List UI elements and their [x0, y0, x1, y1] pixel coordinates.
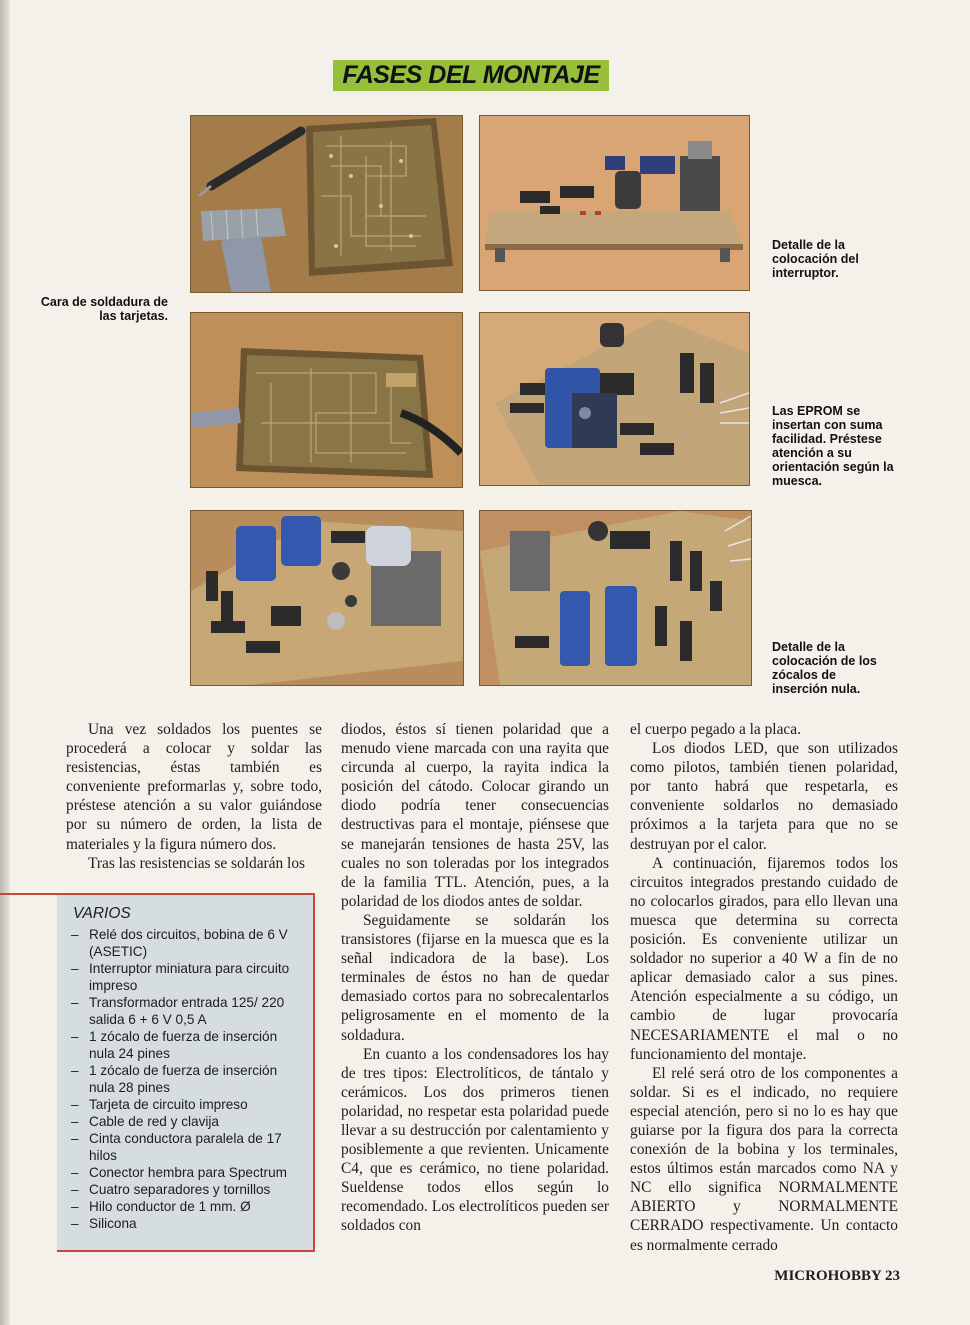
materials-list-item: – Cuatro separadores y tornillos — [71, 1181, 303, 1198]
photo-transformer-terminals — [190, 510, 464, 686]
article-paragraph: El relé será otro de los componentes a soldar. Si es el indicado, no requiere especial atención, pero si no lo es hay que guiarse por la figura dos para la correcta conexión de la bobina y los terminales, estos últimos están marcados como NA y NC ello significa NORMALMENTE ABIERTO y NORMALMENTE CERRADO respectivamente. Un contacto es normalmente cerrado — [630, 1064, 898, 1254]
materials-list-item: – Interruptor miniatura para circuito impreso — [71, 960, 303, 994]
photo-solder-side-with-iron-image — [191, 116, 462, 292]
photo-eprom-insertion-image — [480, 313, 749, 485]
photo-solder-side-board — [190, 312, 463, 488]
materials-list-item: – 1 zócalo de fuerza de inserción nula 24 pines — [71, 1028, 303, 1062]
photo-eprom-insertion — [479, 312, 750, 486]
article-paragraph: A continuación, fijaremos todos los circuitos integrados prestando cuidado de no colocarlos girados, para ello llevan una muesca que determina su correcta posición. Es conveniente utilizar un soldador no superior a 40 W a fin de no aplicar demasiado calor a sus pines. Atención especialmente a su código, un cambio de lugar provocaría NECESARIAMENTE el mal o no funcionamiento del montaje. — [630, 854, 898, 1063]
article-column-1 — [66, 720, 322, 873]
materials-list — [71, 926, 303, 1232]
article-paragraph: el cuerpo pegado a la placa. — [630, 721, 801, 738]
photo-transformer-terminals-image — [191, 511, 463, 685]
materials-list-item: – Transformador entrada 125/ 220 salida 6 + 6 V 0,5 A — [71, 994, 303, 1028]
materials-list-item: – Hilo conductor de 1 mm. Ø — [71, 1198, 303, 1215]
page-spine — [0, 0, 10, 1325]
page-number: 23 — [885, 1268, 900, 1284]
article-column-3 — [630, 720, 898, 1255]
article-column-2 — [341, 720, 609, 1236]
caption-switch: Detalle de la colocación del interruptor. — [772, 238, 859, 280]
article-paragraph: diodos, éstos sí tienen polaridad que a menudo viene marcada con una rayita que circunda al cuerpo, la rayita indica la posición del cátodo. Colocar girando un diodo podría tener consecuencias destructivas para el montaje, piénsese que se manejarán tensiones de hasta 25V, las cuales no son toleradas por los integrados de la familia TTL. Atención, pues, a la polaridad de los diodos antes de soldar. — [341, 721, 609, 910]
article-paragraph: En cuanto a los condensadores los hay de tres tipos: Electrolíticos, de tántalo y cerámicos. Los dos primeros tienen polaridad, no respetar esta polaridad puede llevar a su destrucción por calentamiento y posiblemente a que revienten. Unicamente C4, que es cerámico, no tiene polaridad. Sueldense todos ellos según lo recomendado. Los electrolíticos pueden ser soldados con — [341, 1045, 609, 1235]
materials-box — [57, 893, 315, 1252]
caption-zif-sockets: Detalle de la colocación de los zócalos de inserción nula. — [772, 640, 877, 696]
materials-list-item: – Silicona — [71, 1215, 303, 1232]
photo-switch-placement-image — [480, 116, 749, 290]
caption-solder-side: Cara de soldadura de las tarjetas. — [40, 295, 168, 323]
caption-eprom: Las EPROM se insertan con suma facilidad. Préstese atención a su orientación según la muesca. — [772, 404, 894, 488]
materials-list-item: – Tarjeta de circuito impreso — [71, 1096, 303, 1113]
photo-switch-placement — [479, 115, 750, 291]
article-paragraph: Una vez soldados los puentes se procederá a colocar y soldar las resistencias, éstas también es conveniente preformarlas y, sobre todo, préstese atención a su valor guiándose por su número de orden, la lista de materiales y la figura número dos. — [66, 721, 322, 853]
box-accent-line — [0, 893, 57, 895]
materials-list-item: – Relé dos circuitos, bobina de 6 V (ASETIC) — [71, 926, 303, 960]
materials-list-item: – 1 zócalo de fuerza de inserción nula 28 pines — [71, 1062, 303, 1096]
section-title: FASES DEL MONTAJE — [333, 60, 609, 91]
photo-solder-side-board-image — [191, 313, 462, 487]
page-footer — [774, 1268, 900, 1285]
materials-list-item: – Conector hembra para Spectrum — [71, 1164, 303, 1181]
materials-box-title: VARIOS — [73, 905, 131, 922]
materials-list-item: – Cable de red y clavija — [71, 1113, 303, 1130]
photo-zif-sockets-image — [480, 511, 751, 685]
photo-zif-sockets — [479, 510, 752, 686]
article-paragraph: Seguidamente se soldarán los transistores (fijarse en la muesca que es la señal indicadora de la base). Los terminales de éstos no han de quedar demasiado cortos para no sobrecalentarlos peligrosamente en el momento de la soldadura. — [341, 911, 609, 1044]
article-paragraph: Los diodos LED, que son utilizados como pilotos, también tienen polaridad, por tanto habrá que respetarla, es conveniente soldarlos no demasiado próximos a la tarjeta para que no se destruyan por el calor. — [630, 740, 898, 853]
article-paragraph: Tras las resistencias se soldarán los — [88, 854, 306, 872]
magazine-brand: MICROHOBBY — [774, 1268, 882, 1284]
materials-list-item: – Cinta conductora paralela de 17 hilos — [71, 1130, 303, 1164]
photo-solder-side-with-iron — [190, 115, 463, 293]
